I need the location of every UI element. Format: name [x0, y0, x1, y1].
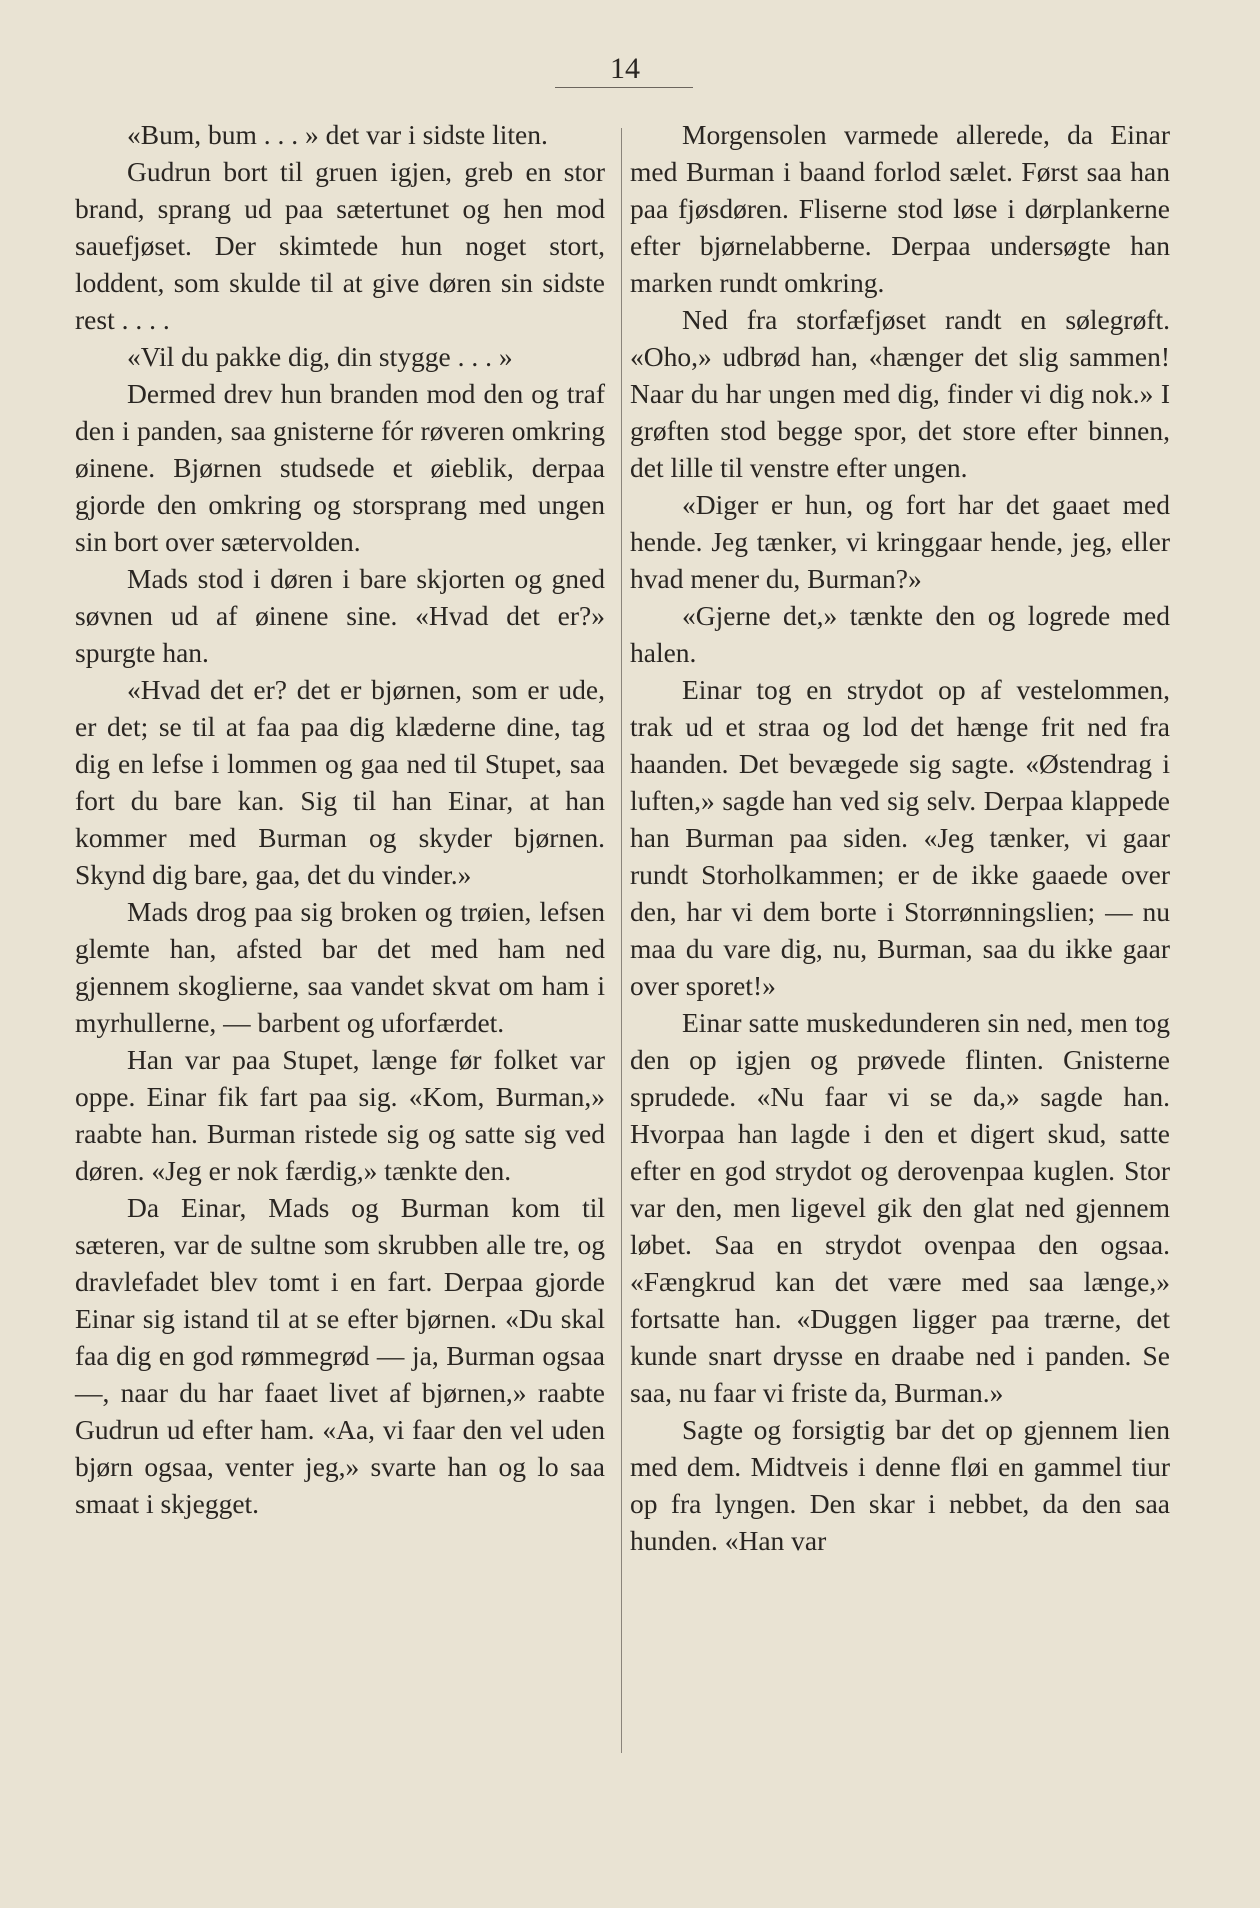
paragraph: Dermed drev hun branden mod den og traf den i panden, saa gnisterne fór røveren omkring øinene. Bjørnen studsede et øieblik, derpaa gjorde den omkring og storsprang med ungen sin bort over sætervolden.	[75, 378, 605, 557]
paragraph: Han var paa Stupet, længe før folket var oppe. Einar fik fart paa sig. «Kom, Burman,» raabte han. Burman ristede sig og satte sig ved døren. «Jeg er nok færdig,» tænkte den.	[75, 1044, 605, 1186]
paragraph: Morgensolen varmede allerede, da Einar med Burman i baand forlod sælet. Først saa han paa fjøsdøren. Fliserne stod løse i dørplankerne efter bjørnelabberne. Derpaa undersøgte han marken rundt omkring.	[630, 119, 1170, 298]
paragraph: Einar satte muskedunderen sin ned, men tog den op igjen og prøvede flinten. Gnisterne sprudede. «Nu faar vi se da,» sagde han. Hvorpaa han lagde i den et digert skud, satte efter en god strydot og derovenpaa kuglen. Stor var den, men ligevel gik den glat ned gjennem løbet. Saa en strydot ovenpaa den ogsaa. «Fængkrud kan det være med saa længe,» fortsatte han. «Duggen ligger paa trærne, det kunde snart drysse en draabe ned i panden. Se saa, nu faar vi friste da, Burman.»	[630, 1007, 1170, 1408]
paragraph: «Hvad det er? det er bjørnen, som er ude, er det; se til at faa paa dig klæderne dine, tag dig en lefse i lommen og gaa ned til Stupet, saa fort du bare kan. Sig til han Einar, at han kommer med Burman og skyder bjørnen. Skynd dig bare, gaa, det du vinder.»	[75, 674, 605, 890]
paragraph: Mads stod i døren i bare skjorten og gned søvnen ud af øinene sine. «Hvad det er?» spurgte han.	[75, 563, 605, 668]
page-number-rule	[555, 87, 693, 88]
right-column	[630, 116, 1170, 1559]
paragraph: «Vil du pakke dig, din stygge . . . »	[127, 341, 513, 372]
paragraph: «Bum, bum . . . » det var i sidste liten.	[127, 119, 548, 150]
page-number: 14	[610, 52, 640, 85]
paragraph: Da Einar, Mads og Burman kom til sæteren, var de sultne som skrubben alle tre, og dravlefadet blev tomt i en fart. Derpaa gjorde Einar sig istand til at se efter bjørnen. «Du skal faa dig en god rømmegrød — ja, Burman ogsaa —, naar du har faaet livet af bjørnen,» raabte Gudrun ud efter ham. «Aa, vi faar den vel uden bjørn ogsaa, venter jeg,» svarte han og lo saa smaat i skjegget.	[75, 1192, 605, 1519]
paragraph: Ned fra storfæfjøset randt en sølegrøft. «Oho,» udbrød han, «hænger det slig sammen! Naar du har ungen med dig, finder vi dig nok.» I grøften stod begge spor, det store efter binnen, det lille til venstre efter ungen.	[630, 304, 1170, 483]
paragraph: Sagte og forsigtig bar det op gjennem lien med dem. Midtveis i denne fløi en gammel tiur op fra lyngen. Den skar i nebbet, da den saa hunden. «Han var	[630, 1414, 1170, 1556]
paragraph: Gudrun bort til gruen igjen, greb en stor brand, sprang ud paa sætertunet og hen mod sauefjøset. Der skimtede hun noget stort, loddent, som skulde til at give døren sin sidste rest . . . .	[75, 156, 605, 335]
paragraph: Einar tog en strydot op af vestelommen, trak ud et straa og lod det hænge frit ned fra haanden. Det bevægede sig sagte. «Østendrag i luften,» sagde han ved sig selv. Derpaa klappede han Burman paa siden. «Jeg tænker, vi gaar rundt Storholkammen; er de ikke gaaede over den, har vi dem borte i Storrønningslien; — nu maa du vare dig, nu, Burman, saa du ikke gaar over sporet!»	[630, 674, 1170, 1001]
paragraph: «Gjerne det,» tænkte den og logrede med halen.	[630, 600, 1170, 668]
left-column	[75, 116, 605, 1522]
paragraph: «Diger er hun, og fort har det gaaet med hende. Jeg tænker, vi kringgaar hende, jeg, eller hvad mener du, Burman?»	[630, 489, 1170, 594]
column-divider	[621, 128, 622, 1753]
paragraph: Mads drog paa sig broken og trøien, lefsen glemte han, afsted bar det med ham ned gjennem skoglierne, saa vandet skvat om ham i myrhullerne, — barbent og uforfærdet.	[75, 896, 605, 1038]
